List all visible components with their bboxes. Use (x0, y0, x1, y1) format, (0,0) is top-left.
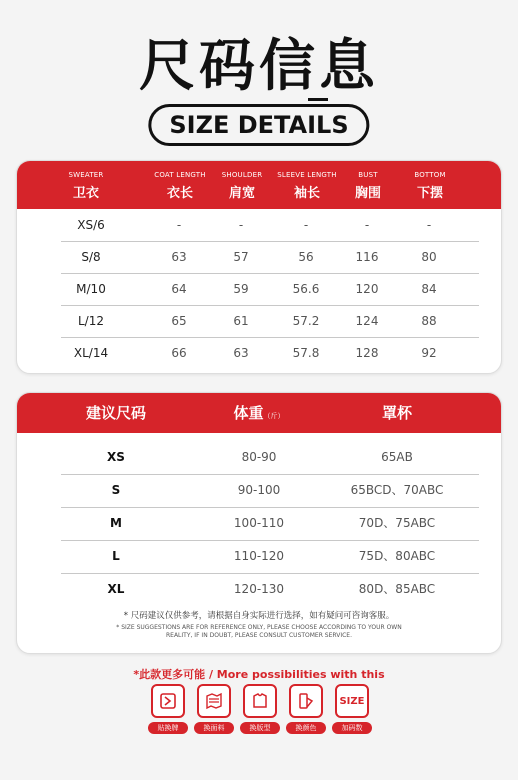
col-shoulder (207, 171, 277, 201)
table-row (61, 337, 479, 369)
table-row (61, 305, 479, 338)
shoulder-value: 61 (233, 314, 249, 328)
sleeve-length-value: 56 (298, 250, 314, 264)
weight-range: 80-90 (241, 450, 277, 464)
possibilities-title: *此款更多可能 / More possibilities with this (133, 668, 385, 681)
col-bust-en: BUST (358, 171, 378, 179)
size-label: M/10 (76, 282, 106, 296)
suggested-size: XS (107, 450, 125, 464)
option-label: 贴换牌 (148, 722, 188, 734)
suggested-size: XL (107, 582, 125, 596)
weight-range: 90-100 (237, 483, 281, 497)
size-suggestion-table (16, 392, 502, 654)
bottom-value: 84 (421, 282, 437, 296)
table-row (61, 507, 479, 541)
note-en: * SIZE SUGGESTIONS ARE FOR REFERENCE ONLY, PLEASE CHOOSE ACCORDING TO YOUR OWN REALITY, IF IN DOUBT, PLEASE CONSULT CUSTOMER SERVICE. (116, 624, 402, 639)
cup-size: 65BCD、70ABC (350, 483, 444, 497)
bottom-value: 92 (421, 346, 437, 360)
coat-length-value: 63 (171, 250, 187, 264)
col-sleeve-length-en: SLEEVE LENGTH (277, 171, 337, 179)
bust-value: 116 (355, 250, 379, 264)
option-fabric (194, 684, 234, 734)
col-bust-zh: 胸围 (354, 186, 381, 201)
size-label: L/12 (78, 314, 104, 328)
size-icon: SIZE (335, 684, 369, 718)
sleeve-length-value: - (303, 218, 309, 232)
note-zh: * 尺码建议仅供参考，请根据自身实际进行选择，如有疑问可咨询客服。 (123, 611, 395, 621)
page-subtitle: SIZE DETAILS (148, 104, 369, 146)
cup-size: 70D、75ABC (358, 516, 436, 530)
shoulder-value: 59 (233, 282, 249, 296)
bottom-value: - (426, 218, 432, 232)
col-sleeve-length (269, 171, 345, 201)
suggested-size: M (110, 516, 122, 530)
col-shoulder-zh: 肩宽 (228, 186, 255, 201)
option-color (286, 684, 326, 734)
garment-icon (243, 684, 277, 718)
col-bottom-zh: 下摆 (416, 186, 443, 201)
table-row (61, 474, 479, 508)
option-label: 换颜色 (286, 722, 326, 734)
option-tag-swap (148, 684, 188, 734)
bottom-value: 80 (421, 250, 437, 264)
table-row (61, 441, 479, 475)
bust-value: - (364, 218, 370, 232)
shoulder-value: 63 (233, 346, 249, 360)
col-coat-length-en: COAT LENGTH (154, 171, 206, 179)
col-shoulder-en: SHOULDER (221, 171, 263, 179)
col-weight-label: 体重 (233, 404, 264, 422)
bust-value: 128 (355, 346, 379, 360)
col-bottom (397, 171, 463, 201)
col-weight (209, 393, 309, 433)
suggestion-table-header (17, 393, 501, 433)
sweater-size-table (16, 160, 502, 374)
col-bottom-en: BOTTOM (414, 171, 446, 179)
coat-length-value: - (176, 218, 182, 232)
col-sweater (51, 171, 121, 201)
tag-swap-icon (151, 684, 185, 718)
col-weight-unit: （斤） (263, 412, 285, 420)
col-sweater-zh: 卫衣 (72, 186, 99, 201)
table-row (61, 209, 479, 242)
col-bust (335, 171, 401, 201)
shoulder-value: 57 (233, 250, 249, 264)
size-label: XS/6 (77, 218, 105, 232)
option-size (332, 684, 372, 734)
size-label: S/8 (81, 250, 101, 264)
weight-range: 120-130 (233, 582, 285, 596)
suggested-size: S (111, 483, 121, 497)
fabric-icon (197, 684, 231, 718)
size-label: XL/14 (73, 346, 109, 360)
color-swatch-icon (289, 684, 323, 718)
sleeve-length-value: 56.6 (292, 282, 320, 296)
col-sleeve-length-zh: 袖长 (293, 186, 320, 201)
table-row (61, 573, 479, 606)
sweater-table-header (17, 161, 501, 209)
col-cup: 罩杯 (381, 404, 412, 422)
table-row (61, 241, 479, 274)
weight-range: 100-110 (233, 516, 285, 530)
sleeve-length-value: 57.2 (292, 314, 320, 328)
option-label: 换版型 (240, 722, 280, 734)
bust-value: 124 (355, 314, 379, 328)
bust-value: 120 (355, 282, 379, 296)
coat-length-value: 64 (171, 282, 187, 296)
cup-size: 65AB (381, 450, 413, 464)
weight-range: 110-120 (233, 549, 285, 563)
option-label: 加码数 (332, 722, 372, 734)
cup-size: 80D、85ABC (358, 582, 436, 596)
table-row (61, 540, 479, 574)
coat-length-value: 65 (171, 314, 187, 328)
option-label: 换面料 (194, 722, 234, 734)
shoulder-value: - (238, 218, 244, 232)
col-coat-length-zh: 衣长 (166, 186, 193, 201)
option-garment-shape (240, 684, 280, 734)
suggested-size: L (112, 549, 120, 563)
page-title: 尺码信息 (139, 34, 379, 99)
sleeve-length-value: 57.8 (292, 346, 320, 360)
coat-length-value: 66 (171, 346, 187, 360)
cup-size: 75D、80ABC (358, 549, 436, 563)
col-sweater-en: SWEATER (68, 171, 104, 179)
col-coat-length (145, 171, 215, 201)
table-row (61, 273, 479, 306)
col-suggested-size: 建议尺码 (85, 404, 146, 422)
bottom-value: 88 (421, 314, 437, 328)
